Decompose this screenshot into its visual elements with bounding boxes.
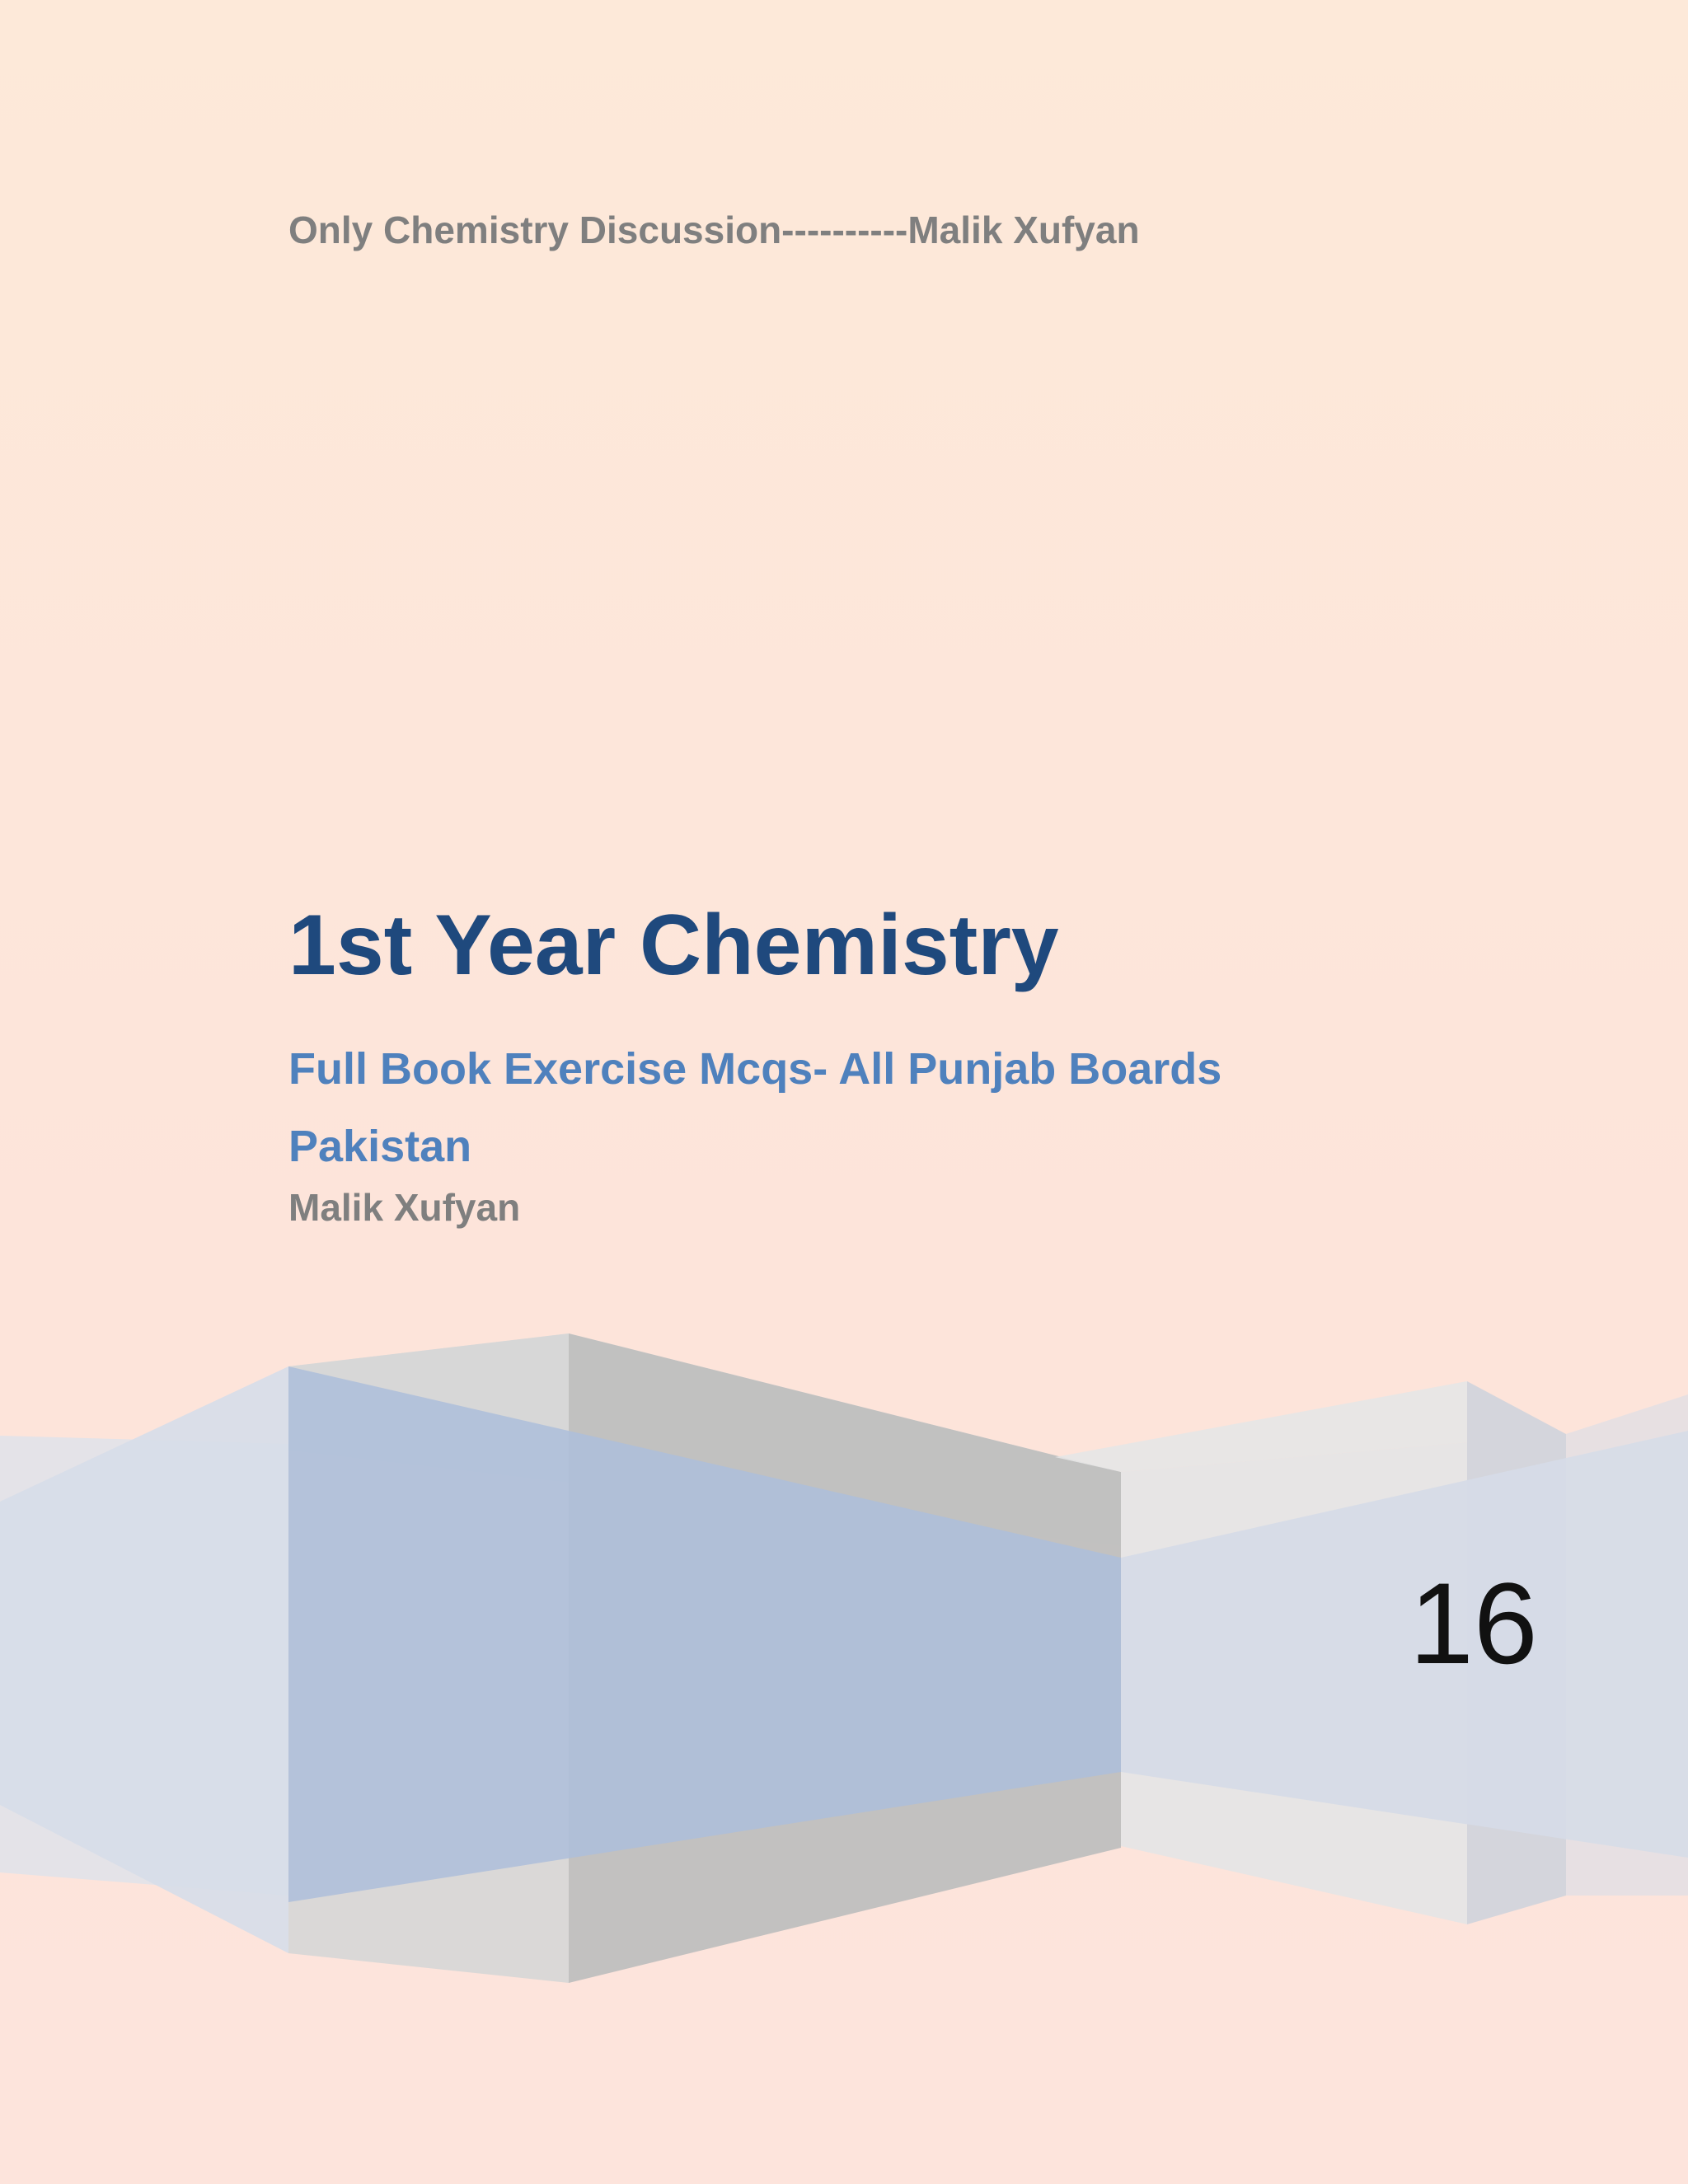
page-number: 16 — [1409, 1558, 1538, 1688]
document-subtitle: Full Book Exercise Mcqs- All Punjab Boards Pakistan — [288, 1044, 1222, 1171]
document-title: 1st Year Chemistry — [288, 898, 1059, 993]
page-header: Only Chemistry Discussion----------Malik Xufyan — [288, 209, 1140, 251]
right-edge-band — [1566, 1394, 1688, 1896]
author-name: Malik Xufyan — [288, 1186, 521, 1229]
